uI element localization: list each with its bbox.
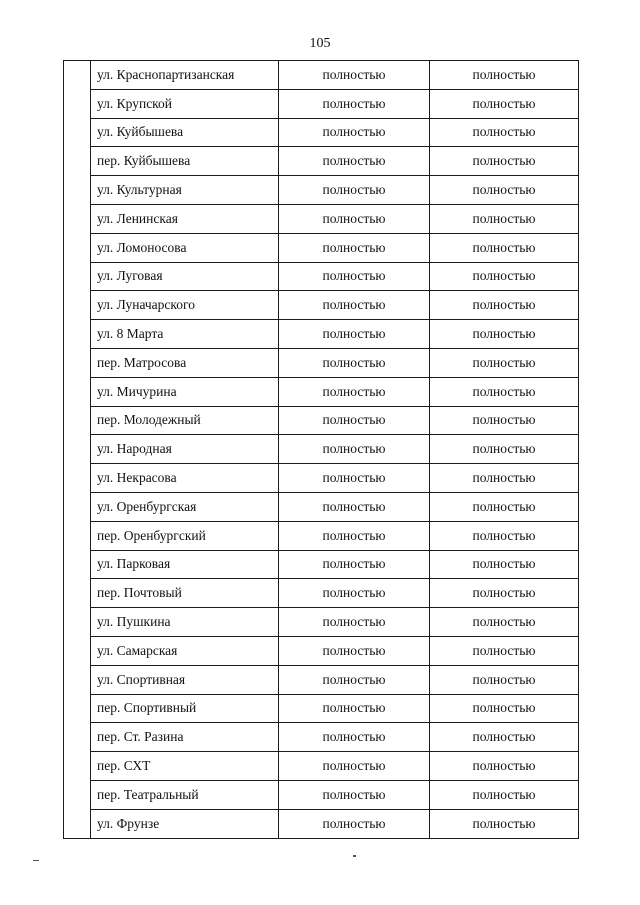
coverage-cell-b: полностью — [430, 723, 579, 752]
table-row — [64, 579, 579, 608]
row-number-cell — [64, 521, 91, 550]
coverage-cell-a: полностью — [279, 406, 430, 435]
row-number-cell — [64, 61, 91, 90]
coverage-cell-a: полностью — [279, 204, 430, 233]
coverage-cell-b: полностью — [430, 809, 579, 838]
street-name-cell: пер. Матросова — [91, 348, 279, 377]
coverage-cell-a: полностью — [279, 61, 430, 90]
coverage-cell-b: полностью — [430, 320, 579, 349]
coverage-cell-a: полностью — [279, 579, 430, 608]
row-number-cell — [64, 204, 91, 233]
table-row — [64, 665, 579, 694]
coverage-cell-a: полностью — [279, 723, 430, 752]
street-name-cell: ул. Куйбышева — [91, 118, 279, 147]
street-name-cell: пер. Оренбургский — [91, 521, 279, 550]
page-number: 105 — [309, 36, 331, 51]
street-name-cell: ул. Парковая — [91, 550, 279, 579]
street-name-cell: ул. Ломоносова — [91, 233, 279, 262]
coverage-cell-a: полностью — [279, 348, 430, 377]
row-number-cell — [64, 291, 91, 320]
street-name-cell: ул. Пушкина — [91, 608, 279, 637]
street-name-cell: ул. Луначарского — [91, 291, 279, 320]
row-number-cell — [64, 377, 91, 406]
coverage-cell-b: полностью — [430, 521, 579, 550]
coverage-cell-b: полностью — [430, 579, 579, 608]
coverage-cell-a: полностью — [279, 752, 430, 781]
coverage-cell-a: полностью — [279, 89, 430, 118]
street-name-cell: ул. Мичурина — [91, 377, 279, 406]
street-name-cell: ул. Крупской — [91, 89, 279, 118]
streets-table-body — [64, 61, 579, 839]
row-number-cell — [64, 492, 91, 521]
table-row — [64, 780, 579, 809]
street-name-cell: ул. 8 Марта — [91, 320, 279, 349]
streets-table — [63, 60, 579, 839]
table-row — [64, 521, 579, 550]
street-name-cell: ул. Некрасова — [91, 464, 279, 493]
coverage-cell-b: полностью — [430, 291, 579, 320]
table-row — [64, 320, 579, 349]
table-row — [64, 464, 579, 493]
row-number-cell — [64, 406, 91, 435]
row-number-cell — [64, 348, 91, 377]
street-name-cell: ул. Спортивная — [91, 665, 279, 694]
row-number-cell — [64, 550, 91, 579]
scan-speck — [33, 860, 39, 861]
coverage-cell-b: полностью — [430, 694, 579, 723]
table-row — [64, 176, 579, 205]
coverage-cell-a: полностью — [279, 377, 430, 406]
coverage-cell-b: полностью — [430, 492, 579, 521]
coverage-cell-a: полностью — [279, 780, 430, 809]
row-number-cell — [64, 435, 91, 464]
coverage-cell-b: полностью — [430, 61, 579, 90]
coverage-cell-b: полностью — [430, 780, 579, 809]
coverage-cell-a: полностью — [279, 636, 430, 665]
street-name-cell: ул. Оренбургская — [91, 492, 279, 521]
coverage-cell-a: полностью — [279, 176, 430, 205]
coverage-cell-a: полностью — [279, 291, 430, 320]
coverage-cell-a: полностью — [279, 262, 430, 291]
row-number-cell — [64, 233, 91, 262]
coverage-cell-b: полностью — [430, 752, 579, 781]
row-number-cell — [64, 723, 91, 752]
coverage-cell-b: полностью — [430, 118, 579, 147]
street-name-cell: пер. Почтовый — [91, 579, 279, 608]
row-number-cell — [64, 464, 91, 493]
coverage-cell-a: полностью — [279, 233, 430, 262]
coverage-cell-a: полностью — [279, 464, 430, 493]
coverage-cell-b: полностью — [430, 608, 579, 637]
table-row — [64, 233, 579, 262]
coverage-cell-b: полностью — [430, 665, 579, 694]
row-number-cell — [64, 89, 91, 118]
table-row — [64, 608, 579, 637]
street-name-cell: пер. Молодежный — [91, 406, 279, 435]
coverage-cell-b: полностью — [430, 464, 579, 493]
table-row — [64, 809, 579, 838]
row-number-cell — [64, 118, 91, 147]
street-name-cell: пер. Куйбышева — [91, 147, 279, 176]
scan-speck — [353, 855, 356, 857]
row-number-cell — [64, 579, 91, 608]
street-name-cell: ул. Фрунзе — [91, 809, 279, 838]
coverage-cell-b: полностью — [430, 233, 579, 262]
coverage-cell-b: полностью — [430, 550, 579, 579]
street-name-cell: пер. Ст. Разина — [91, 723, 279, 752]
coverage-cell-a: полностью — [279, 694, 430, 723]
row-number-cell — [64, 694, 91, 723]
street-name-cell: пер. СХТ — [91, 752, 279, 781]
table-row — [64, 636, 579, 665]
coverage-cell-b: полностью — [430, 636, 579, 665]
row-number-cell — [64, 780, 91, 809]
table-row — [64, 204, 579, 233]
coverage-cell-a: полностью — [279, 665, 430, 694]
table-row — [64, 550, 579, 579]
table-row — [64, 118, 579, 147]
coverage-cell-b: полностью — [430, 176, 579, 205]
row-number-cell — [64, 636, 91, 665]
street-name-cell: ул. Ленинская — [91, 204, 279, 233]
coverage-cell-b: полностью — [430, 435, 579, 464]
coverage-cell-b: полностью — [430, 204, 579, 233]
coverage-cell-a: полностью — [279, 435, 430, 464]
coverage-cell-b: полностью — [430, 348, 579, 377]
table-row — [64, 435, 579, 464]
streets-table-container — [63, 60, 570, 837]
street-name-cell: ул. Луговая — [91, 262, 279, 291]
table-row — [64, 89, 579, 118]
coverage-cell-b: полностью — [430, 262, 579, 291]
coverage-cell-b: полностью — [430, 377, 579, 406]
street-name-cell: ул. Краснопартизанская — [91, 61, 279, 90]
coverage-cell-a: полностью — [279, 147, 430, 176]
table-row — [64, 694, 579, 723]
coverage-cell-a: полностью — [279, 118, 430, 147]
street-name-cell: ул. Культурная — [91, 176, 279, 205]
table-row — [64, 291, 579, 320]
street-name-cell: ул. Самарская — [91, 636, 279, 665]
street-name-cell: пер. Театральный — [91, 780, 279, 809]
table-row — [64, 406, 579, 435]
row-number-cell — [64, 320, 91, 349]
coverage-cell-a: полностью — [279, 521, 430, 550]
coverage-cell-b: полностью — [430, 147, 579, 176]
row-number-cell — [64, 665, 91, 694]
coverage-cell-b: полностью — [430, 89, 579, 118]
table-row — [64, 492, 579, 521]
coverage-cell-a: полностью — [279, 550, 430, 579]
coverage-cell-a: полностью — [279, 809, 430, 838]
coverage-cell-a: полностью — [279, 320, 430, 349]
coverage-cell-a: полностью — [279, 492, 430, 521]
street-name-cell: пер. Спортивный — [91, 694, 279, 723]
coverage-cell-b: полностью — [430, 406, 579, 435]
row-number-cell — [64, 752, 91, 781]
table-row — [64, 377, 579, 406]
row-number-cell — [64, 147, 91, 176]
table-row — [64, 262, 579, 291]
table-row — [64, 147, 579, 176]
coverage-cell-a: полностью — [279, 608, 430, 637]
table-row — [64, 723, 579, 752]
row-number-cell — [64, 608, 91, 637]
street-name-cell: ул. Народная — [91, 435, 279, 464]
row-number-cell — [64, 809, 91, 838]
table-row — [64, 61, 579, 90]
row-number-cell — [64, 176, 91, 205]
row-number-cell — [64, 262, 91, 291]
table-row — [64, 348, 579, 377]
table-row — [64, 752, 579, 781]
